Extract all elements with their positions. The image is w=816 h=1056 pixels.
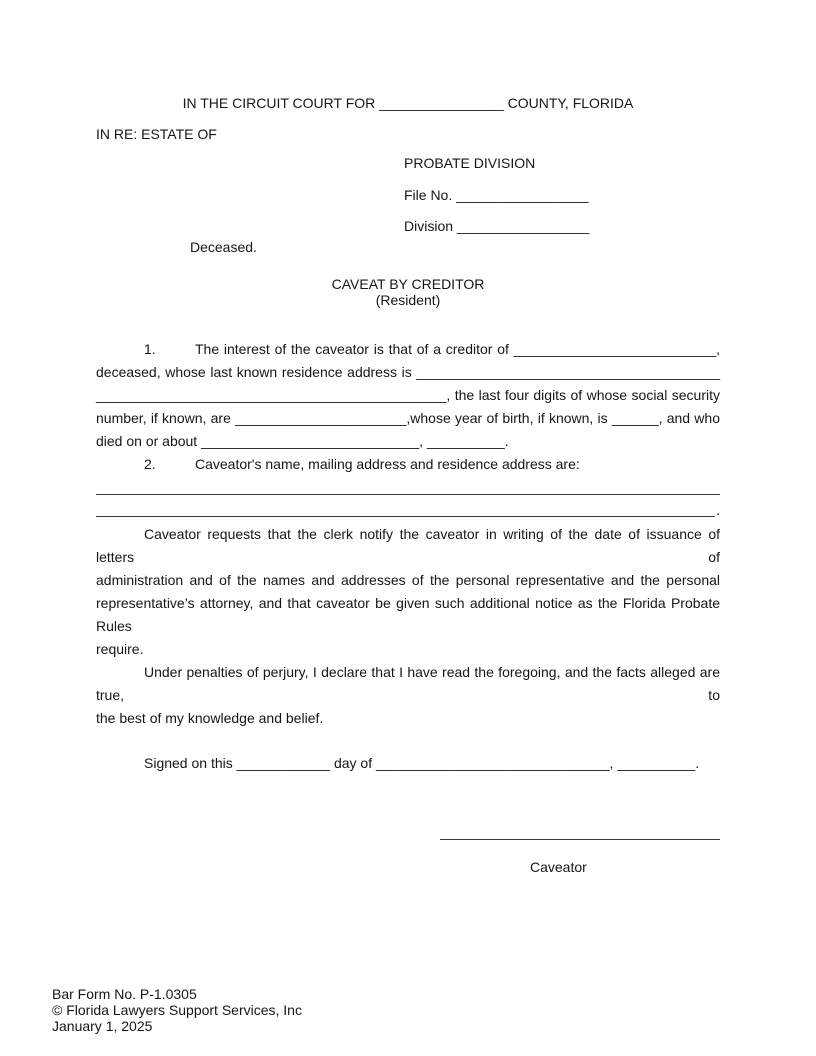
- footer-form-number: Bar Form No. P-1.0305: [52, 986, 197, 1002]
- para2-heading: [96, 453, 720, 476]
- in-re-estate-line: IN RE: ESTATE OF: [96, 126, 217, 142]
- probate-division-block: [404, 154, 720, 235]
- request-paragraph-line2: administration and of the names and addresses of the personal representative and the personal: [96, 572, 720, 588]
- perjury-line1: Under penalties of perjury, I declare that I have read the foregoing, and the facts alleged are true, to: [96, 664, 720, 703]
- fill-in-line-2: [96, 499, 720, 517]
- court-header-line: IN THE CIRCUIT COURT FOR ________________ COUNTY, FLORIDA: [182, 95, 634, 111]
- signed-date-line: Signed on this ____________ day of ______________________________, __________.: [144, 755, 700, 771]
- footer-date: January 1, 2025: [52, 1018, 153, 1034]
- probate-division-title: PROBATE DIVISION: [404, 155, 536, 171]
- request-paragraph-line3: representative’s attorney, and that caveator be given such additional notice as the Florida Probate Rules: [96, 595, 720, 634]
- para1-line2: deceased, whose last known residence address is _______________________________________: [96, 364, 720, 380]
- form-subtitle: (Resident): [375, 292, 441, 308]
- fill-in-line-2-period: .: [716, 502, 720, 518]
- deceased-line: Deceased.: [190, 239, 257, 255]
- request-paragraph-line4: require.: [96, 641, 144, 657]
- division-line: Division _________________: [404, 218, 590, 234]
- fill-in-line-2-rule: [96, 498, 715, 517]
- fill-in-line-1: [96, 476, 720, 495]
- para1-line1: [96, 338, 720, 361]
- paragraph-number-2: 2.: [144, 456, 156, 472]
- signature-line: [440, 775, 720, 840]
- para1-line1-text: The interest of the caveator is that of a creditor of __________________________,: [195, 341, 720, 357]
- paragraph-number-1: 1.: [144, 341, 156, 357]
- para2-heading-text: Caveator's name, mailing address and residence address are:: [195, 456, 580, 472]
- caveator-label: Caveator: [530, 859, 587, 875]
- footer-copyright: © Florida Lawyers Support Services, Inc: [52, 1002, 302, 1018]
- para1-line5: died on or about ____________________________, __________.: [96, 433, 509, 449]
- para1-line4: number, if known, are ______________________,whose year of birth, if known, is ______, and who: [96, 410, 720, 426]
- para1-line3: _____________________________________________, the last four digits of whose social security: [96, 387, 720, 403]
- form-footer: [52, 986, 302, 1034]
- perjury-line2: the best of my knowledge and belief.: [96, 710, 324, 726]
- form-title: CAVEAT BY CREDITOR: [331, 276, 485, 292]
- file-no-line: File No. _________________: [404, 187, 589, 203]
- request-paragraph-line1: Caveator requests that the clerk notify the caveator in writing of the date of issuance of letters of: [96, 526, 720, 565]
